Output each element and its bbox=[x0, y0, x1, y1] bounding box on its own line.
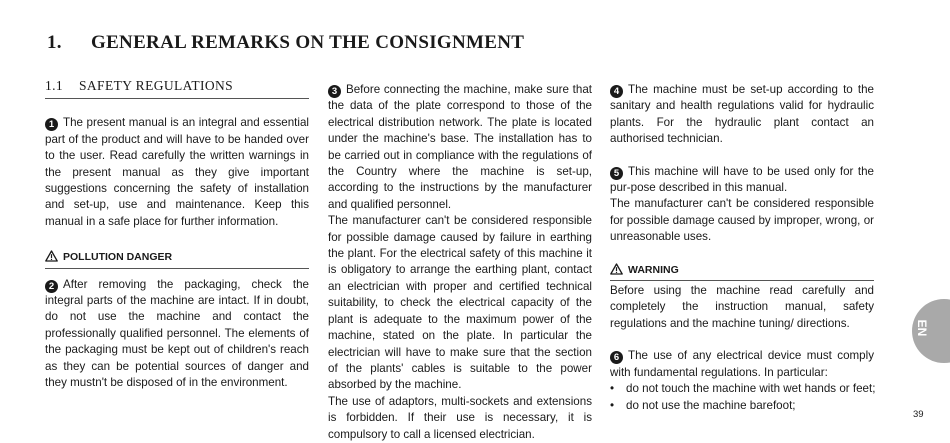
number-badge-2: 2 bbox=[45, 280, 58, 293]
paragraph-3-adaptors: The use of adaptors, multi-sockets and extensions is forbidden. If their use is necessary, it is compulsory to call a licensed electrician. bbox=[328, 394, 592, 441]
column-left bbox=[45, 78, 309, 392]
paragraph-3 bbox=[328, 82, 592, 213]
warning-triangle-icon bbox=[45, 250, 58, 262]
pollution-danger-heading bbox=[45, 249, 309, 268]
number-badge-6: 6 bbox=[610, 351, 623, 364]
section-number: 1.1 bbox=[45, 78, 64, 93]
column-middle bbox=[328, 82, 592, 443]
number-badge-5: 5 bbox=[610, 167, 623, 180]
paragraph-3-text: Before connecting the machine, make sure that the data of the plate correspond to those of the electrical distribution network. The plate is located under the machine's base. The installation has to be carried out in compliance with the regulations of the Country where the machine is set-up, according to the instructions by the manufacturer and qualified personnel. bbox=[328, 83, 592, 211]
paragraph-4-text: The machine must be set-up according to the sanitary and health regulations valid for hydraulic plants. For the hydraulic plant contact an authorised technician. bbox=[610, 83, 874, 146]
warning-triangle-icon bbox=[610, 263, 623, 275]
paragraph-1-text: The present manual is an integral and essential part of the product and will have to be handed over to the user. Read carefully the written warnings in the present manual as they give important suggestions concerning the safety of installation and set-up, use and maintenance. Keep this manual in a safe place for further information. bbox=[45, 116, 309, 228]
paragraph-5-text: This machine will have to be used only for the pur-pose described in this manual. bbox=[610, 164, 874, 195]
title-number: 1. bbox=[47, 32, 62, 53]
warning-label: WARNING bbox=[628, 263, 679, 276]
section-title: SAFETY REGULATIONS bbox=[79, 78, 234, 93]
bullet-list bbox=[610, 381, 874, 414]
page-title bbox=[47, 32, 907, 54]
page-number: 39 bbox=[913, 409, 924, 420]
title-text: GENERAL REMARKS ON THE CONSIGNMENT bbox=[91, 32, 525, 53]
paragraph-2 bbox=[45, 277, 309, 392]
paragraph-5 bbox=[610, 164, 874, 197]
paragraph-6 bbox=[610, 348, 874, 381]
section-heading bbox=[45, 78, 309, 99]
paragraph-5-liability: The manufacturer can't be considered responsible for possible damage caused by improper, wrong, or unreasonable uses. bbox=[610, 197, 874, 244]
list-item: • do not use the machine barefoot; bbox=[610, 398, 874, 414]
language-tab[interactable] bbox=[912, 299, 950, 363]
warning-heading bbox=[610, 262, 874, 281]
paragraph-4 bbox=[610, 82, 874, 148]
number-badge-4: 4 bbox=[610, 85, 623, 98]
number-badge-3: 3 bbox=[328, 85, 341, 98]
paragraph-2-text: After removing the packaging, check the integral parts of the machine are intact. If in doubt, do not use the machine and contact the professionally qualified personnel. The elements of the packaging must be kept out of children's reach as they can be potential sources of danger and they mustn't be disposed of in the environment. bbox=[45, 277, 309, 390]
paragraph-3-liability: The manufacturer can't be considered responsible for possible damage caused by failure in earthing the plant. For the electrical safety of this machine it is obligatory to arrange the earthing plant, contact an electrician with proper and certified technical suitability, to check the electrical capacity of the plant is adequate to the maximum power of the machine, stated on the plate. In particular the electrician will have to make sure that the section of the plants' cables is suitable to the power absorbed by the machine. bbox=[328, 214, 592, 392]
list-item: • do not touch the machine with wet hands or feet; bbox=[610, 381, 874, 397]
number-badge-1: 1 bbox=[45, 118, 58, 131]
language-tab-label: EN bbox=[915, 319, 929, 337]
paragraph-1 bbox=[45, 115, 309, 230]
pollution-danger-label: POLLUTION DANGER bbox=[63, 251, 173, 264]
paragraph-6-text: The use of any electrical device must comply with fundamental regulations. In particular: bbox=[610, 349, 874, 379]
column-right bbox=[610, 82, 874, 414]
warning-text: Before using the machine read carefully and completely the instruction manual, safety regulations and the machine tuning/ directions. bbox=[610, 284, 874, 330]
